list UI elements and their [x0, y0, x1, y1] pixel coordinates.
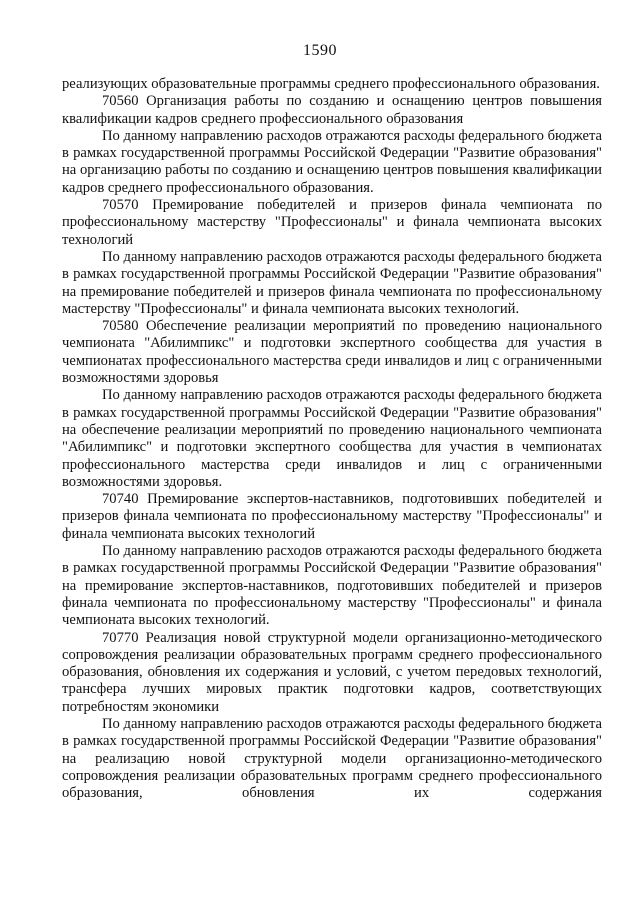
section-heading-70740: 70740 Премирование экспертов-наставников, подготовивших победителей и призеров финала чемпионата по профессиональному мастерству "Профессионалы" и финала чемпионата высоких технологий	[62, 491, 602, 542]
section-heading-70570: 70570 Премирование победителей и призеров финала чемпионата по профессиональному мастерству "Профессионалы" и финала чемпионата высоких технологий	[62, 197, 602, 248]
paragraph-70770: По данному направлению расходов отражаются расходы федерального бюджета в рамках государственной программы Российской Федерации "Развитие образования" на реализацию новой структурной модели организационно-методического сопровождения реализации образовательных программ среднего профессионального образования, обновления их содержания	[62, 715, 602, 802]
document-body	[62, 76, 602, 802]
section-heading-70580: 70580 Обеспечение реализации мероприятий по проведению национального чемпионата "Абилимпикс" и подготовки экспертного сообщества для участия в чемпионатах профессионального мастерства среди инвалидов и лиц с ограниченными возможностями здоровья	[62, 318, 602, 387]
section-heading-70770: 70770 Реализация новой структурной модели организационно-методического сопровождения реализации образовательных программ среднего профессионального образования, обновления их содержания и условий, с учетом передовых технологий, трансфера лучших мировых практик подготовки кадров, соответствующих потребностям экономики	[62, 629, 602, 715]
paragraph-70570: По данному направлению расходов отражаются расходы федерального бюджета в рамках государственной программы Российской Федерации "Развитие образования" на премирование победителей и призеров финала чемпионата по профессиональному мастерству "Профессионалы" и финала чемпионата высоких технологий.	[62, 248, 602, 317]
paragraph-70560: По данному направлению расходов отражаются расходы федерального бюджета в рамках государственной программы Российской Федерации "Развитие образования" на организацию работы по созданию и оснащению центров повышения квалификации кадров среднего профессионального образования.	[62, 127, 602, 196]
paragraph-70580: По данному направлению расходов отражаются расходы федерального бюджета в рамках государственной программы Российской Федерации "Развитие образования" на обеспечение реализации мероприятий по проведению национального чемпионата "Абилимпикс" и подготовки экспертного сообщества для участия в чемпионатах профессионального мастерства среди инвалидов и лиц с ограниченными возможностями здоровья.	[62, 387, 602, 490]
page-number: 1590	[303, 42, 337, 59]
paragraph-continuation: реализующих образовательные программы среднего профессионального образования.	[62, 76, 600, 92]
section-heading-70560: 70560 Организация работы по созданию и оснащению центров повышения квалификации кадров среднего профессионального образования	[62, 93, 602, 127]
paragraph-70740: По данному направлению расходов отражаются расходы федерального бюджета в рамках государственной программы Российской Федерации "Развитие образования" на премирование экспертов-наставников, подготовивших победителей и призеров финала чемпионата по профессиональному мастерству "Профессионалы" и финала чемпионата высоких технологий.	[62, 543, 602, 629]
